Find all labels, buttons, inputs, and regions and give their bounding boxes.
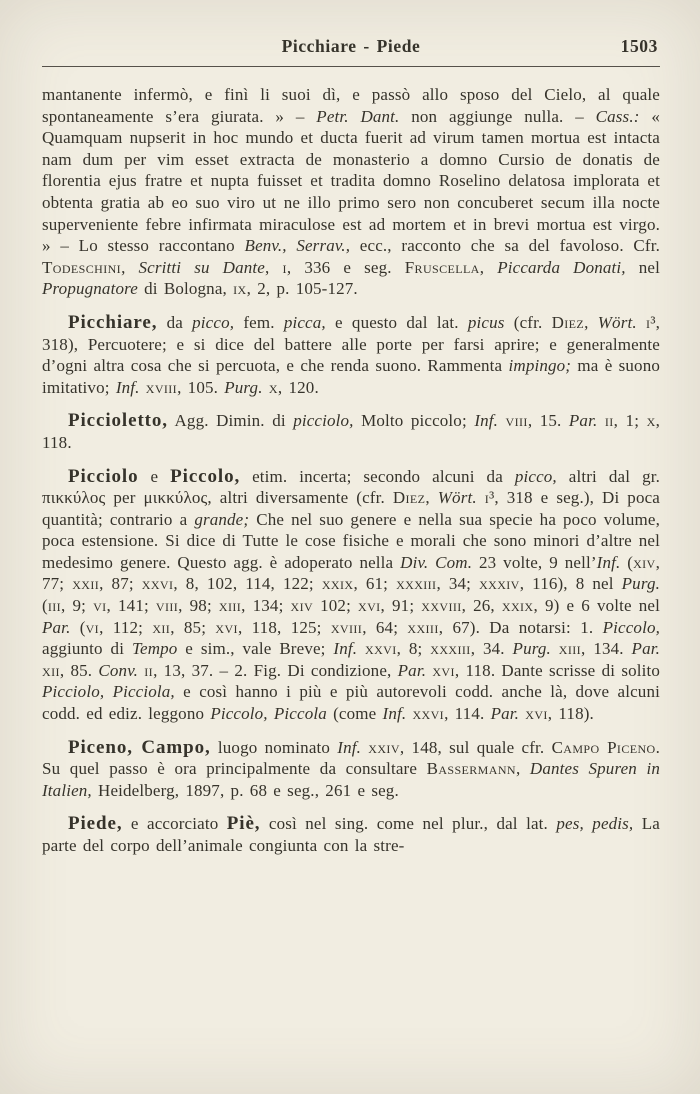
text-segment: , 77; [42,552,661,594]
text-segment: , 85; [170,617,216,637]
text-segment: vi [93,596,107,616]
entry-piceno-campo [42,737,660,802]
text-segment: , 98; [178,596,219,616]
text-segment: , 8, 102, 114, 122; [173,574,322,594]
text-segment: Par. [397,660,427,680]
text-segment: luogo nominato [210,737,338,757]
text-segment: Benv., Serrav., [244,236,351,256]
text-segment: xvi [358,596,381,616]
text-segment: , 13, 37. – 2. Fig. Di condizione, [153,660,398,680]
text-segment: Inf. [333,639,358,659]
text-segment: , 34; [436,574,480,594]
text-segment: Scritti su Dante [138,257,265,277]
text-segment: xxviii [421,596,462,616]
text-segment: Par. [568,411,598,431]
text-segment: ³, 318), Percuotere; e si dice del battere alle porte per farsi aprire; e generalmente d’ogni altra cosa che si percuota, e che renda suono. Rammenta [42,312,661,376]
text-segment: nel [625,257,660,277]
text-segment: Wört. [437,488,477,508]
page-number: 1503 [620,36,658,56]
paragraph-continuation [42,84,660,300]
text-segment: , [121,257,139,277]
text-segment: Purg. [224,377,263,397]
text-segment: etim. incerta; secondo alcuni da [240,466,515,486]
entry-piccioletto [42,410,660,453]
text-segment: , 141; [106,596,156,616]
text-segment: viii [505,411,528,431]
text-segment: picco, [514,466,557,486]
text-segment: e così hanno i più e più autorevoli codd. anche là, dove alcuni codd. ed ediz. leggono [42,682,660,724]
text-segment: , 118, 125; [237,617,331,637]
text-segment: , 67). Da notarsi: 1. [438,617,603,637]
text-segment: Todeschini [42,257,122,277]
text-segment: Picchiare, [68,311,158,333]
text-segment: Piccolo, [602,617,660,637]
text-segment: (cfr. [504,312,552,332]
text-segment: altri dal gr. πικκύλος per μικκύλος, altri diversamente (cfr. [42,466,660,508]
text-segment: Che nel suo genere e nella sua specie ha poco volume, poca estensione. Si dice di Tutte le cose fisiche e morali che sono minori d’altre nel medesimo genere. Questo agg. è adoperato nella [42,509,660,572]
text-segment: , 9) e 6 volte nel [533,596,661,616]
text-segment: picus [467,312,505,332]
text-segment: xxiii [407,617,439,637]
text-segment: Purg. [512,639,551,659]
text-segment: , 118). [547,704,594,724]
text-segment: Inf. [596,552,621,572]
running-head-title: Picchiare - Piede [281,36,421,56]
text-segment: Conv. [98,660,139,680]
text-segment: da [157,312,193,332]
text-segment: xvi [215,617,238,637]
text-segment: Cass.: [595,106,640,126]
text-segment: ii [604,411,614,431]
text-segment: , [425,488,438,508]
text-segment: Par. [490,704,520,724]
text-segment: , 336 e seg. [286,257,405,277]
text-segment: , 134. [581,639,632,659]
text-segment: Inf. [115,377,140,397]
text-segment: Piccolo, [170,465,241,487]
text-segment [637,313,646,332]
text-segment: Piede, [68,813,123,835]
text-segment: 23 volte, 9 nell’ [472,552,597,572]
text-segment: e sim., vale Breve; [177,639,334,659]
text-segment: 102; [313,596,359,616]
entry-picchiare [42,312,660,398]
text-segment: Par. [42,617,71,637]
text-segment: xxxiii [430,639,471,659]
page-header [42,36,660,60]
text-segment: Inf. [382,704,407,724]
text-segment: , [479,257,498,277]
text-segment: , 85. [59,660,99,680]
text-segment: , 118. [42,411,661,452]
text-segment: Campo Piceno [551,737,656,757]
text-segment [357,639,365,658]
text-segment: Purg. [621,574,661,594]
text-segment: , 34. [470,639,513,659]
text-segment: Agg. Dimin. di [167,411,294,431]
text-segment: Div. Com. [400,552,473,572]
text-segment: ( [620,552,634,572]
text-segment: Piccarda Donati, [497,257,626,277]
text-segment: xiv [633,552,656,572]
text-segment: picco, [192,312,235,332]
text-segment: xxix [321,574,354,594]
text-segment: xxvi [412,704,445,724]
header-rule [42,66,660,67]
text-segment: , 87; [99,574,142,594]
text-segment: x [646,411,656,431]
text-segment: , 116), 8 nel [519,574,622,594]
text-segment: Heidelberg, 1897, p. 68 e seg., 261 e seg. [91,780,399,800]
text-segment: ( [70,617,86,637]
text-segment [477,488,485,507]
text-segment: ³, 318 e seg.), Di poca quantità; contrario a [42,488,660,529]
text-segment: xxvi [365,639,397,659]
text-segment: e accorciato [122,814,227,834]
text-segment: , 120. [277,377,319,397]
text-segment: , 1; [613,411,647,431]
text-segment: , 2, p. 105-127. [246,279,358,299]
text-segment: Tempo [131,639,178,659]
text-segment: aggiunto di [42,639,132,659]
text-segment: pes, pedis, [556,814,634,834]
text-segment: , 118. Dante scrisse di solito [454,660,661,680]
text-segment: Inf. [337,737,362,757]
text-segment: xviii [145,377,178,397]
text-segment: , 26, [461,596,502,616]
text-segment [597,411,605,430]
text-segment: , 9; [61,596,94,616]
text-segment: xxii [72,574,100,594]
text-segment: , 112; [99,617,153,637]
text-segment: e [138,466,171,486]
text-segment [551,639,559,658]
text-segment: La parte del corpo dell’animale congiunta con la stre- [42,814,660,855]
text-segment: così nel sing. come nel plur., dal lat. [260,814,557,834]
text-segment: , 105. [177,377,225,397]
text-segment: Dantes Spuren in Italien, [42,759,660,800]
text-segment: Molto piccolo; [353,411,475,431]
text-segment: x [268,377,278,397]
text-segment: , 8; [396,639,431,659]
text-segment: impingo; [508,356,572,376]
text-segment: Fruscella [404,257,480,277]
text-segment: Par. [631,639,661,659]
text-segment: ( [42,596,48,616]
text-segment: Inf. [474,411,499,431]
text-segment: , 64; [362,617,408,637]
text-segment: xiv [290,596,314,616]
entry-picciolo-piccolo [42,466,660,725]
text-segment: xii [152,617,171,637]
text-segment: Picciolo, Picciola, [42,682,175,702]
text-segment: xxvi [141,574,174,594]
text-segment: Piè, [226,813,261,835]
text-segment: , 114. [444,704,491,724]
text-segment: Diez [392,488,426,508]
text-segment: , [584,312,598,332]
text-segment: mantanente infermò, e finì li suoi dì, e passò allo sposo del Cielo, al quale spontaneamente s’era giurata. » – [42,85,660,126]
text-segment: i [645,312,651,332]
text-segment: viii [155,596,179,616]
text-segment: i [282,257,287,277]
text-segment: ii [144,660,154,680]
text-segment: xxxiii [396,574,437,594]
text-segment: grande; [194,509,250,529]
text-segment: , 134; [241,596,291,616]
text-segment: Picciolo [68,465,139,487]
text-segment: non aggiunge nulla. – [399,106,596,126]
text-segment: Piceno, Campo, [68,736,211,758]
text-segment: , [264,257,283,277]
text-segment: ma è suono imitativo; [42,356,661,397]
text-segment: xiii [558,639,582,659]
text-segment: xxix [501,596,534,616]
text-segment: Diez [551,312,585,332]
text-segment [498,411,506,430]
page-body [42,84,660,857]
text-segment: xii [42,660,60,680]
text-segment: , 148, sul quale cfr. [399,737,552,757]
text-segment: Piccioletto, [68,410,168,432]
text-segment: . Su quel passo è ora principalmente da consultare [42,737,661,779]
text-segment: , [515,759,530,779]
text-segment: picca, [283,312,326,332]
text-segment: xvi [432,660,455,680]
text-segment: i [484,488,490,508]
text-segment: Propugnatore [42,279,138,299]
text-segment: Wört. [597,312,637,332]
text-segment: xviii [330,617,363,637]
text-segment: fem. [234,312,284,332]
entry-piede [42,813,660,856]
text-segment: ix [233,279,247,299]
text-segment: , 91; [380,596,422,616]
text-segment: xiii [218,596,242,616]
text-segment: Petr. Dant. [316,106,400,126]
text-segment: , 15. [527,411,569,431]
text-segment: « Quamquam nupserit in hoc mundo et ducta fuerit ad virum tamen mortua est intacta nam dum per vim esset extracta de monasterio a domno Cursio de donatis de florentia ejus fratre et nupta fuisset et tradita domno Roselino delatosa implorata et obtenta gratia ab eo suo viro ut ne illo primo sero non concuberet secum illa nocte superveniente febre infirmata miraculose est ad mortem et in brevi mortua est virgo. » – Lo stesso raccontano [42,106,660,256]
text-segment: ecc., racconto che sa del favoloso. Cfr. [350,236,660,256]
text-segment: xxiv [368,737,400,757]
text-segment: Bassermann [426,759,516,779]
text-segment: xxxiv [479,574,520,594]
text-segment: vi [85,617,100,637]
text-segment: , 61; [353,574,397,594]
text-segment: Piccolo, Piccola [210,704,327,724]
text-segment: xvi [525,704,548,724]
text-segment: e questo dal lat. [325,312,468,332]
text-segment: picciolo, [293,411,354,431]
text-segment: (come [326,704,383,724]
text-segment: di Bologna, [137,279,234,299]
text-segment: iii [47,596,62,616]
